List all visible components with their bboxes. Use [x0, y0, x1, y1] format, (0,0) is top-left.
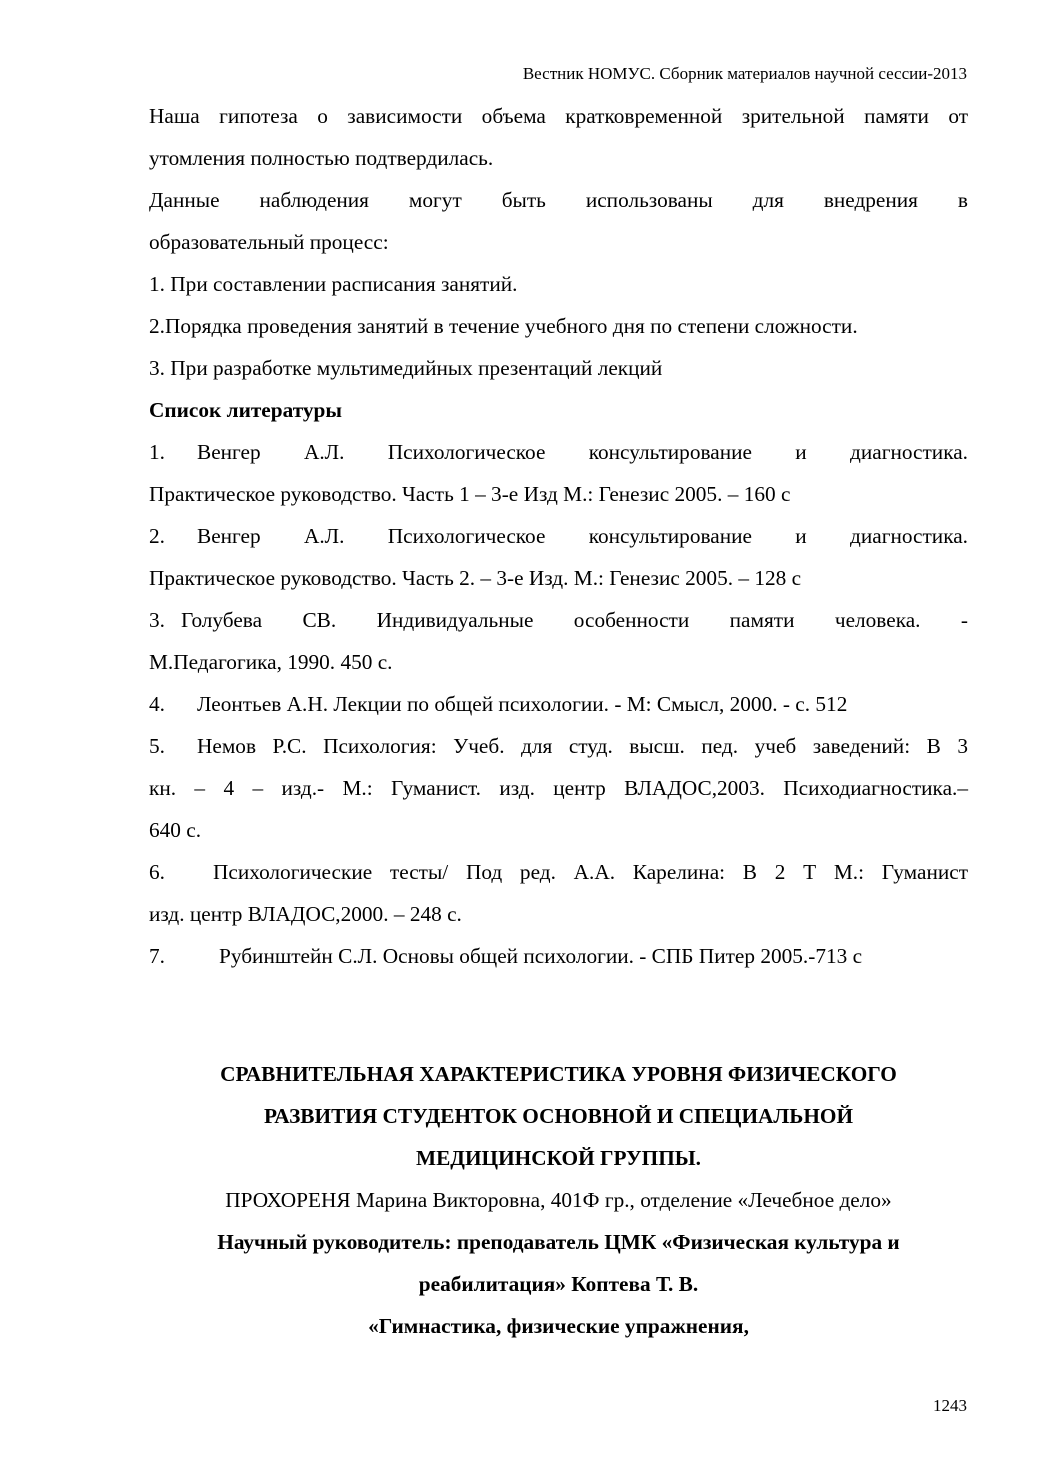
reference-text-line-1: Психологические тесты/ Под ред. А.А. Карелина: В 2 Т М.: Гуманист: [213, 860, 968, 884]
article-title-line-2: РАЗВИТИЯ СТУДЕНТОК ОСНОВНОЙ И СПЕЦИАЛЬНОЙ: [263, 1104, 854, 1128]
data-usage-line-1: Данные наблюдения могут быть использованы для внедрения в: [149, 188, 968, 212]
references-heading: Список литературы: [149, 398, 342, 422]
reference-text-line-1: Немов Р.С. Психология: Учеб. для студ. высш. пед. учеб заведений: В 3: [197, 734, 968, 758]
article-author: ПРОХОРЕНЯ Марина Викторовна, 401Ф гр., отделение «Лечебное дело»: [225, 1188, 892, 1212]
reference-item: [149, 725, 968, 767]
reference-text-line-1: Рубинштейн С.Л. Основы общей психологии. - СПБ Питер 2005.-713 с: [219, 944, 863, 968]
reference-text-line-3: 640 с.: [149, 818, 202, 842]
article-title-line-1: СРАВНИТЕЛЬНАЯ ХАРАКТЕРИСТИКА УРОВНЯ ФИЗИЧЕСКОГО: [220, 1062, 897, 1086]
reference-item: [149, 515, 968, 557]
usage-item-2: 2.Порядка проведения занятий в течение учебного дня по степени сложности.: [149, 314, 858, 338]
reference-text-line-1: Леонтьев А.Н. Лекции по общей психологии. - М: Смысл, 2000. - с. 512: [197, 692, 848, 716]
reference-text-line-2: изд. центр ВЛАДОС,2000. – 248 с.: [149, 902, 462, 926]
article-title-line-3: МЕДИЦИНСКОЙ ГРУППЫ.: [416, 1146, 701, 1170]
reference-number: 1.: [149, 440, 165, 464]
reference-number: 5.: [149, 734, 165, 758]
scientific-advisor-line-2: реабилитация» Коптева Т. В.: [418, 1272, 699, 1296]
reference-item: [149, 851, 968, 893]
scientific-advisor-line-1: Научный руководитель: преподаватель ЦМК «Физическая культура и: [217, 1230, 900, 1254]
reference-number: 6.: [149, 860, 165, 884]
usage-item-3: 3. При разработке мультимедийных презентаций лекций: [149, 356, 663, 380]
reference-item: [149, 599, 968, 641]
hypothesis-line-2: утомления полностью подтвердилась.: [149, 146, 494, 170]
hypothesis-line-1: Наша гипотеза о зависимости объема кратковременной зрительной памяти от: [149, 104, 968, 128]
page-number: 1243: [933, 1396, 967, 1415]
reference-text-line-2: Практическое руководство. Часть 2. – 3-е Изд. М.: Генезис 2005. – 128 с: [149, 566, 802, 590]
reference-number: 7.: [149, 944, 165, 968]
reference-item: [149, 431, 968, 473]
reference-text-line-2: кн. – 4 – изд.- М.: Гуманист. изд. центр ВЛАДОС,2003. Психодиагностика.–: [149, 776, 968, 800]
reference-item: [149, 935, 968, 977]
section-spacer: [149, 977, 968, 1053]
reference-item: [149, 683, 968, 725]
reference-text-line-2: М.Педагогика, 1990. 450 с.: [149, 650, 393, 674]
usage-item-1: 1. При составлении расписания занятий.: [149, 272, 518, 296]
reference-text-line-2: Практическое руководство. Часть 1 – 3-е Изд М.: Генезис 2005. – 160 с: [149, 482, 791, 506]
epigraph-line-1: «Гимнастика, физические упражнения,: [368, 1314, 749, 1338]
reference-number: 4.: [149, 692, 165, 716]
reference-text-line-1: Венгер А.Л. Психологическое консультирование и диагностика.: [197, 524, 968, 548]
reference-text-line-1: Венгер А.Л. Психологическое консультирование и диагностика.: [197, 440, 968, 464]
reference-number: 2.: [149, 524, 165, 548]
running-header: Вестник НОМУС. Сборник материалов научной сессии-2013: [522, 64, 967, 83]
reference-number: 3.: [149, 608, 165, 632]
data-usage-line-2: образовательный процесс:: [149, 230, 389, 254]
reference-text-line-1: Голубева СВ. Индивидуальные особенности памяти человека. -: [181, 608, 968, 632]
page-body: [149, 95, 968, 1347]
